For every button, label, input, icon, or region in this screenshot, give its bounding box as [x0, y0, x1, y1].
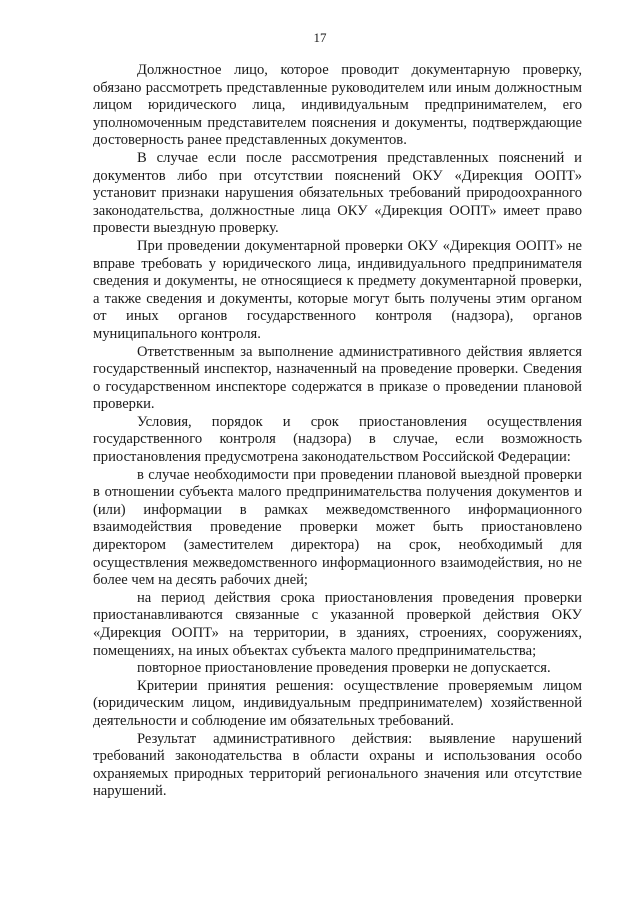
paragraph-field-inspection-right: В случае если после рассмотрения представленных пояснений и документов либо при отсутствии пояснений ОКУ «Дирекция ООПТ» установит признаки нарушения обязательных требований природоохранного законодательства, должностные лица ОКУ «Дирекция ООПТ» имеет право провести выездную проверку.	[93, 149, 582, 237]
document-body	[93, 62, 582, 801]
paragraph-suspension-conditions: Условия, порядок и срок приостановления осуществления государственного контроля (надзора) в случае, если возможность приостановления предусмотрена законодательством Российской Федерации:	[93, 413, 582, 466]
paragraph-document-request-limits: При проведении документарной проверки ОКУ «Дирекция ООПТ» не вправе требовать у юридического лица, индивидуального предпринимателя сведения и документы, не относящиеся к предмету документарной проверки, а также сведения и документы, которые могут быть получены этим органом от иных органов государственного контроля (надзора), органов муниципального контроля.	[93, 237, 582, 342]
paragraph-suspension-case: в случае необходимости при проведении плановой выездной проверки в отношении субъекта малого предпринимательства получения документов и (или) информации в рамках межведомственного информационного взаимодействия проведение проверки может быть приостановлено директором (заместителем директора) на срок, необходимый для осуществления межведомственного информационного взаимодействия, но не более чем на десять рабочих дней;	[93, 466, 582, 589]
paragraph-decision-criteria: Критерии принятия решения: осуществление проверяемым лицом (юридическим лицом, индивидуальным предпринимателем) хозяйственной деятельности и соблюдение им обязательных требований.	[93, 677, 582, 729]
paragraph-repeat-suspension: повторное приостановление проведения проверки не допускается.	[137, 660, 551, 677]
paragraph-suspension-effect: на период действия срока приостановления проведения проверки приостанавливаются связанные с указанной проверкой действия ОКУ «Дирекция ООПТ» на территории, в зданиях, строениях, сооружениях, помещениях, на иных объектах субъекта малого предпринимательства;	[93, 589, 582, 659]
page-number: 17	[313, 30, 327, 45]
paragraph-inspector-obligation: Должностное лицо, которое проводит документарную проверку, обязано рассмотреть представленные руководителем или иным должностным лицом юридического лица, индивидуальным предпринимателем, его уполномоченным представителем пояснения и документы, подтверждающие достоверность ранее представленных документов.	[93, 62, 582, 149]
paragraph-responsible-person: Ответственным за выполнение административного действия является государственный инспектор, назначенный на проведение проверки. Сведения о государственном инспекторе содержатся в приказе о проведении плановой проверки.	[93, 343, 582, 413]
paragraph-action-result: Результат административного действия: выявление нарушений требований законодательства в области охраны и использования особо охраняемых природных территорий регионального значения или отсутствие нарушений.	[93, 730, 582, 800]
